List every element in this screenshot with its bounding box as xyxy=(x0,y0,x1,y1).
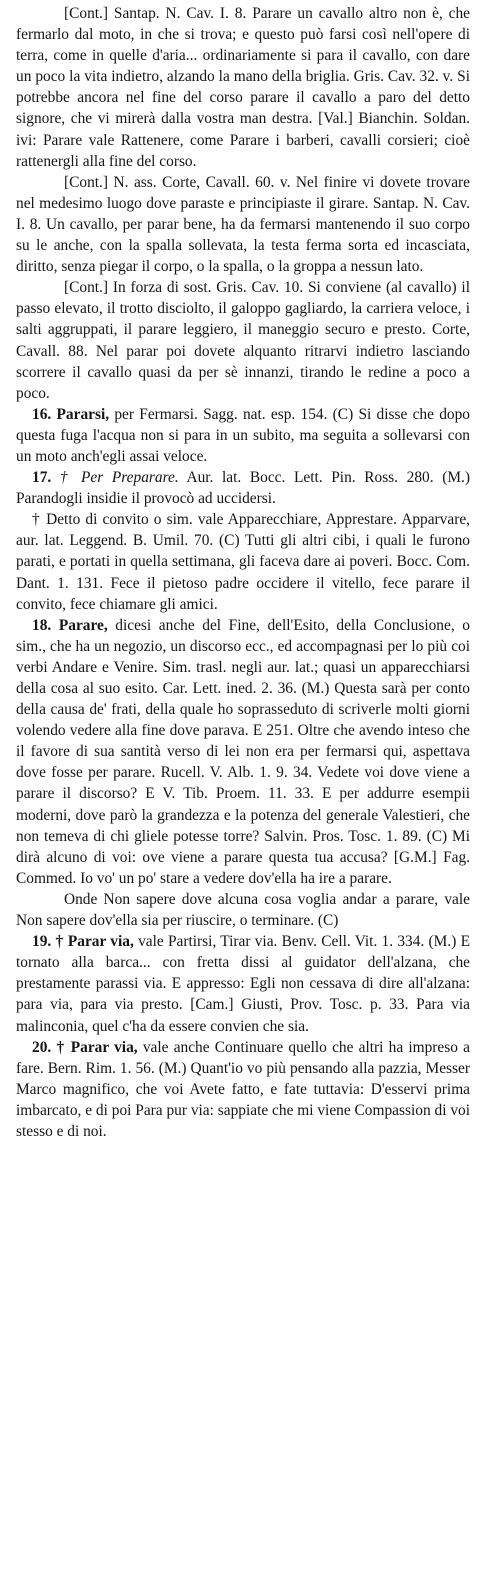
sense-text: dicesi anche del Fine, dell'Esito, della Conclusione, o sim., che ha un negozio, un discorso ecc., ed accompagnasi per lo più coi verbi Andare e Venire. Sim. trasl. negli aur. lat.; quasi un apparecchiarsi della cosa al suo esito. Car. Lett. ined. 2. 36. (M.) Questa sarà per conto della causa de' frati, della quale ho soprasseduto di scriverle molti giorni volendo vedere alla fine dove parava. E 251. Oltre che avendo inteso che il favore di sua santità verso di lei non era per fermarsi qui, aspettava dove fosse per parare. Rucell. V. Alb. 1. 9. 34. Vedete voi dove viene a parare il discorso? E V. Tib. Proem. 11. 33. E per addurre esempii moderni, dove parò la grandezza e la potenza del generale Valestieri, che non temeva di chi gliele potesse torre? Salvin. Pros. Tosc. 1. 89. (C) Mi dirà alcuno di voi: ove viene a parare questa tua accusa? [G.M.] Fag. Commed. Io vo' un po' stare a vedere dov'ella ha ire a parare. xyxy=(16,616,470,887)
entry-text: [Cont.] In forza di sost. Gris. Cav. 10. Si conviene (al cavallo) il passo elevato, il trotto disciolto, il galoppo gagliardo, la carriera veloce, i salti aggruppati, il parare leggiero, il maneggio securo e presto. Corte, Cavall. 88. Nel parar poi dovete alquanto ritrarvi indietro lasciando scorrere il cavallo quasi da per sè innanzi, tirando le redine a poco a poco. xyxy=(16,279,470,402)
sense-number: 18. xyxy=(32,616,52,634)
sense-number: 17. xyxy=(32,469,52,487)
sub-sense-text: Onde Non sapere dove alcuna cosa voglia andar a parare, vale Non sapere dov'ella sia per riuscire, o terminare. (C) xyxy=(16,890,470,930)
sense-headword: Pararsi, xyxy=(56,405,110,423)
sense-number: 20. xyxy=(32,1038,52,1056)
sense-number: 19. xyxy=(32,933,52,951)
sub-sense-text: † Detto di convito o sim. vale Apparecchiare, Apprestare. Apparvare, aur. lat. Leggend. B. Umil. 70. (C) Tutti gli altri cibi, i quali le furono parati, e portati in quella settimana, gli faceva dare ai poveri. Bocc. Com. Dant. 1. 131. Fece il pietoso padre occidere il vitello, fece parare il convito, fece chiamare gli amici. xyxy=(16,511,470,613)
sense-19 xyxy=(16,931,470,1036)
entry-text: [Cont.] N. ass. Corte, Cavall. 60. v. Nel finire vi dovete trovare nel medesimo luogo dove paraste e principiaste il girare. Santap. N. Cav. I. 8. Un cavallo, per parar bene, ha da fermarsi mantenendo il suo corpo su le anche, con la spalla sollevata, la testa ferma sorta ed incasciata, diritto, senza piegar il corpo, o la spalla, o la groppa a nessun lato. xyxy=(16,173,470,276)
sense-headword: † Per Preparare. xyxy=(59,469,179,487)
entry-paragraph-cont-1 xyxy=(16,3,470,172)
sense-17 xyxy=(16,467,470,509)
entry-paragraph-cont-3 xyxy=(16,277,470,404)
entry-text: [Cont.] Santap. N. Cav. I. 8. Parare un cavallo altro non è, che fermarlo dal moto, in che si trova; e questo può farsi così nell'opere di terra, come in quelle d'aria... ordinariamente si para il cavallo, con dare un poco la vita indietro, alzando la mano della briglia. Gris. Cav. 32. v. Si potrebbe ancora nel fine del corso parare il cavallo a paro del detto signore, che vi mirerà dalla vostra man destra. [Val.] Bianchin. Soldan. ivi: Parare vale Rattenere, come Parare i barberi, cavalli corsieri; cioè rattenergli alla fine del corso. xyxy=(16,5,470,170)
entry-paragraph-cont-2 xyxy=(16,172,470,277)
sense-headword: † Parar via, xyxy=(55,933,134,951)
sense-number: 16. xyxy=(32,405,52,423)
sense-text: Aur. lat. Bocc. Lett. Pin. Ross. 280. (M.) Parandogli insidie il provocò ad uccidersi. xyxy=(16,469,470,508)
sense-headword: † Parar via, xyxy=(56,1038,138,1056)
sub-sense-convito xyxy=(16,509,470,614)
sense-20 xyxy=(16,1037,470,1142)
sense-text: vale anche Continuare quello che altri ha impreso a fare. Bern. Rim. 1. 56. (M.) Quant'io vo più pensando alla pazzia, Messer Marco magnifico, che voi Avete fatto, e fate tuttavia: D'esservi prima imbarcato, e di poi Para pur via: sappiate che mi viene Compassion di voi stesso e di noi. xyxy=(16,1038,470,1140)
sense-text: vale Partirsi, Tirar via. Benv. Cell. Vit. 1. 334. (M.) E tornato alla barca... con fretta dissi al guidator dell'alzana, che prestamente parassi via. E appresso: Egli non cessava di dire all'alzana: para via, para via presto. [Cam.] Giusti, Prov. Tosc. p. 33. Para via malinconia, quel c'ha da essere convien che sia. xyxy=(16,933,470,1035)
sub-sense-non-sapere xyxy=(16,889,470,931)
sense-text: per Fermarsi. Sagg. nat. esp. 154. (C) Si disse che dopo questa fuga l'acqua non si para in un subito, ma seguita a sollevarsi con un moto anch'egli assai veloce. xyxy=(16,405,470,465)
sense-headword: Parare, xyxy=(58,616,108,634)
sense-16 xyxy=(16,404,470,467)
sense-18 xyxy=(16,615,470,889)
